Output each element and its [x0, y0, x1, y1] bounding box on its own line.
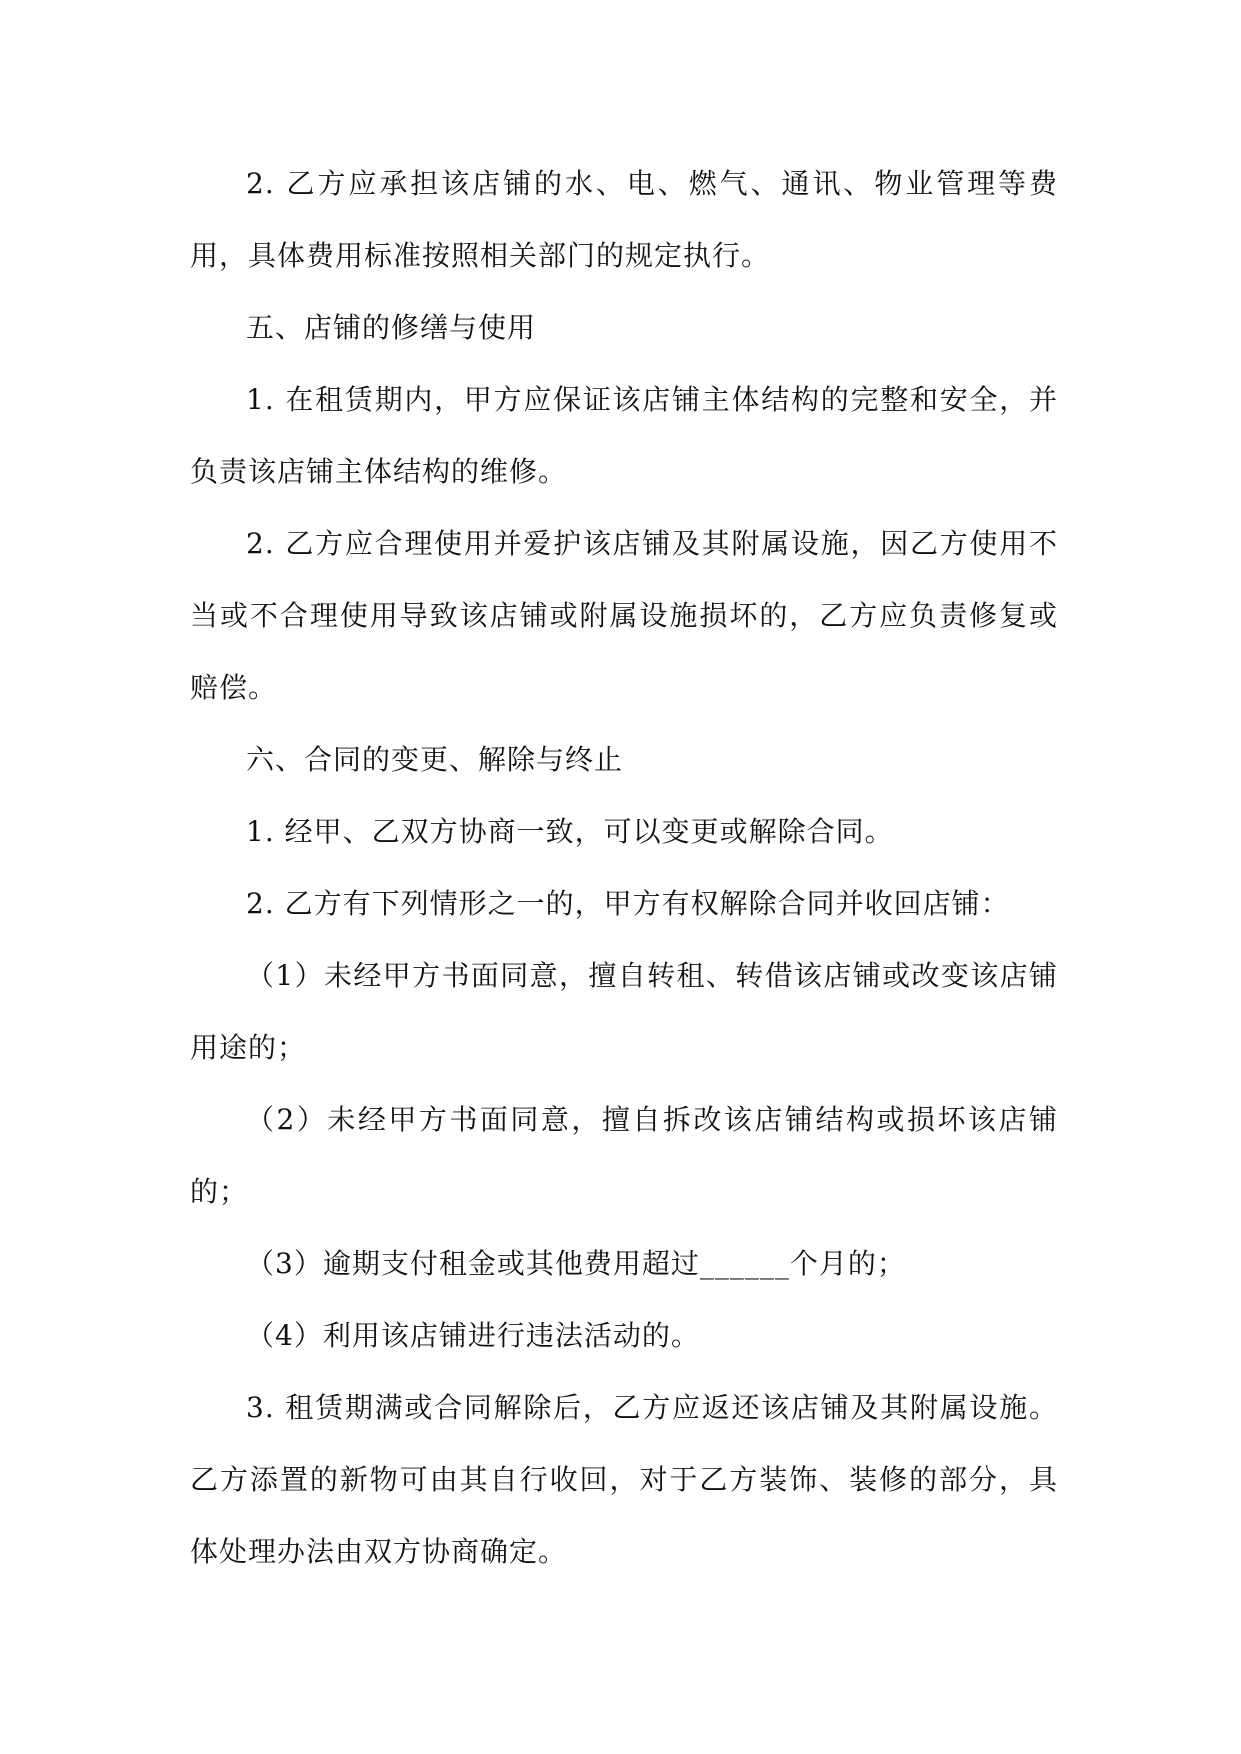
section-heading-change-termination: 六、合同的变更、解除与终止 [246, 743, 624, 776]
paragraph-return-of-premises: 3. 租赁期满或合同解除后，乙方应返还该店铺及其附属设施。乙方添置的新物可由其自行收回，对于乙方装饰、装修的部分，具体处理办法由双方协商确定。 [190, 1391, 1058, 1568]
condition-item-3: （3）逾期支付租金或其他费用超过______个月的； [246, 1247, 906, 1280]
paragraph-lessor-maintenance: 1. 在租赁期内，甲方应保证该店铺主体结构的完整和安全，并负责该店铺主体结构的维修。 [190, 383, 1058, 488]
paragraph-termination-conditions: 2. 乙方有下列情形之一的，甲方有权解除合同并收回店铺： [246, 887, 1010, 920]
document-body [190, 148, 1058, 1588]
paragraph-lessee-proper-use: 2. 乙方应合理使用并爱护该店铺及其附属设施，因乙方使用不当或不合理使用导致该店铺或附属设施损坏的，乙方应负责修复或赔偿。 [190, 527, 1058, 704]
condition-item-1: （1）未经甲方书面同意，擅自转租、转借该店铺或改变该店铺用途的； [190, 959, 1058, 1064]
condition-item-2: （2）未经甲方书面同意，擅自拆改该店铺结构或损坏该店铺的； [190, 1103, 1058, 1208]
section-heading-repair-and-use: 五、店铺的修缮与使用 [246, 311, 537, 344]
paragraph-fee-responsibility: 2. 乙方应承担该店铺的水、电、燃气、通讯、物业管理等费用，具体费用标准按照相关部门的规定执行。 [190, 167, 1058, 272]
condition-item-4: （4）利用该店铺进行违法活动的。 [246, 1319, 700, 1352]
paragraph-mutual-agreement: 1. 经甲、乙双方协商一致，可以变更或解除合同。 [246, 815, 894, 848]
